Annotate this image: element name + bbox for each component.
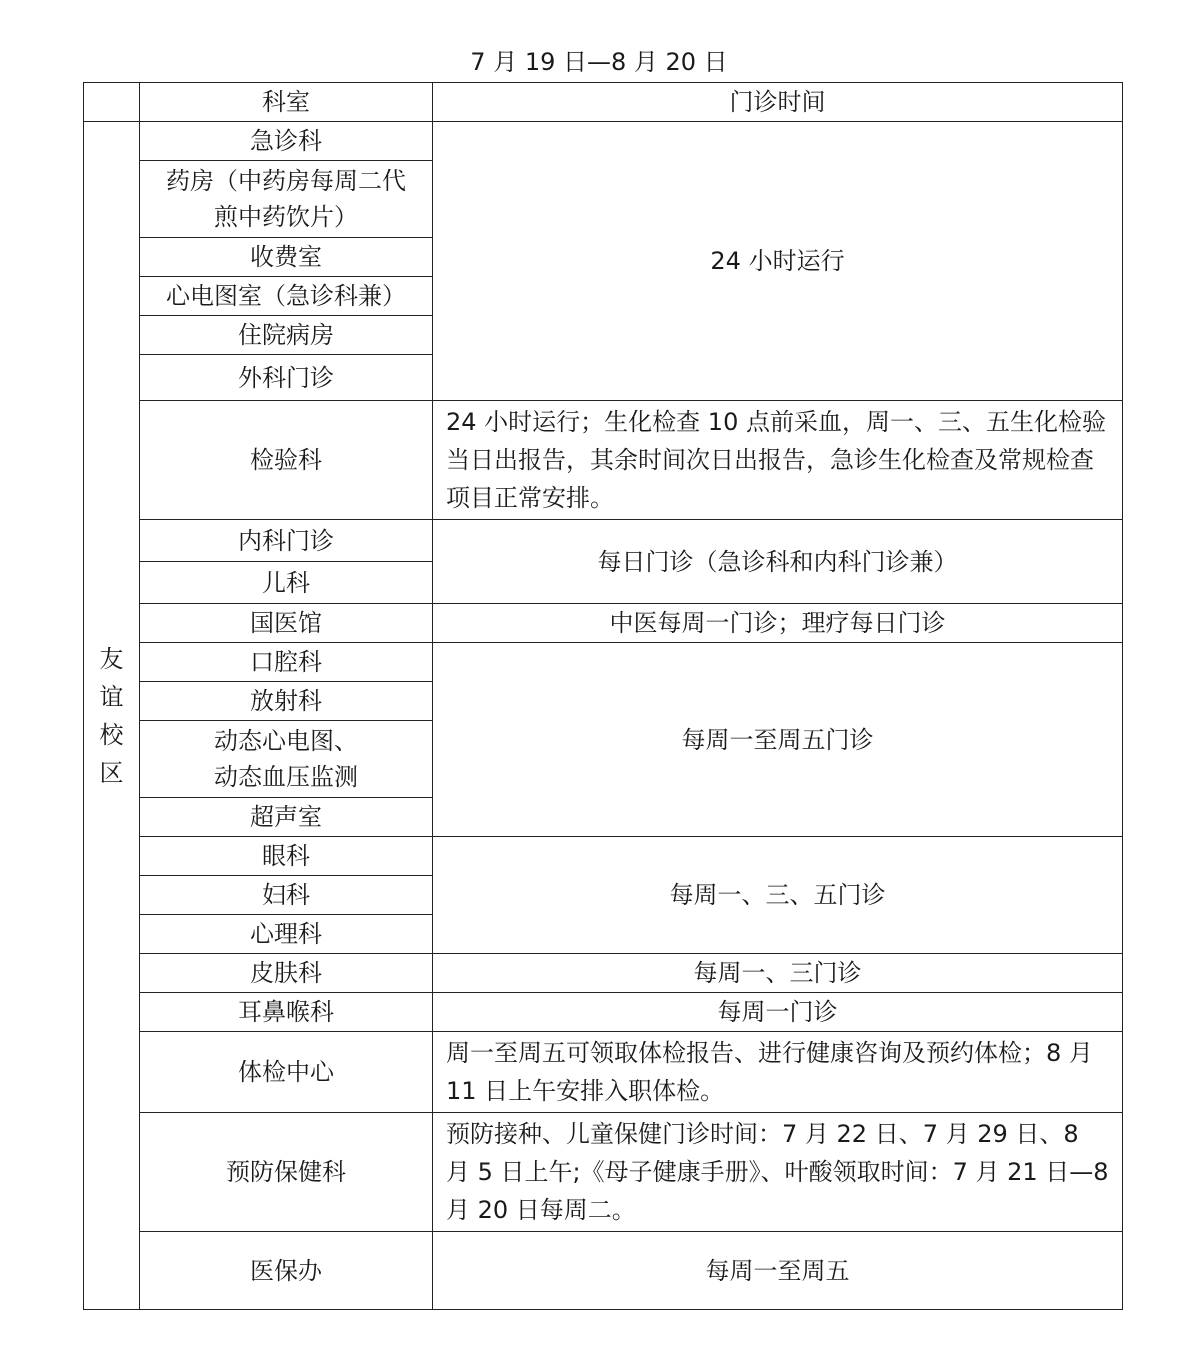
dept-cell: 外科门诊	[140, 355, 433, 401]
dept-cell: 儿科	[140, 562, 433, 604]
header-row	[84, 83, 1123, 122]
table-row	[84, 520, 1123, 562]
dept-cell: 超声室	[140, 798, 433, 837]
time-cell: 每周一、三、五门诊	[433, 837, 1123, 954]
dept-cell: 妇科	[140, 876, 433, 915]
dept-cell	[140, 721, 433, 798]
table-row	[84, 837, 1123, 876]
table-row	[84, 1032, 1123, 1113]
header-blank	[84, 83, 140, 122]
campus-cell	[84, 122, 140, 1310]
table-row	[84, 122, 1123, 161]
table-row	[84, 401, 1123, 520]
table-row	[84, 954, 1123, 993]
dept-cell: 口腔科	[140, 643, 433, 682]
dept-line: 煎中药饮片）	[214, 203, 358, 231]
dept-cell: 眼科	[140, 837, 433, 876]
time-cell: 中医每周一门诊；理疗每日门诊	[433, 604, 1123, 643]
dept-cell: 心电图室（急诊科兼）	[140, 277, 433, 316]
dept-cell: 预防保健科	[140, 1113, 433, 1232]
time-cell: 24 小时运行；生化检查 10 点前采血，周一、三、五生化检验当日出报告，其余时间次日出报告，急诊生化检查及常规检查项目正常安排。	[433, 401, 1123, 520]
time-cell: 每日门诊（急诊科和内科门诊兼）	[433, 520, 1123, 604]
dept-cell: 心理科	[140, 915, 433, 954]
time-cell: 每周一、三门诊	[433, 954, 1123, 993]
campus-char: 友	[99, 644, 124, 673]
table-row	[84, 1232, 1123, 1310]
dept-cell: 医保办	[140, 1232, 433, 1310]
clinic-schedule-table	[83, 82, 1123, 1310]
time-cell: 24 小时运行	[433, 122, 1123, 401]
dept-cell: 住院病房	[140, 316, 433, 355]
header-time: 门诊时间	[433, 83, 1123, 122]
time-cell: 每周一至周五	[433, 1232, 1123, 1310]
dept-cell: 耳鼻喉科	[140, 993, 433, 1032]
time-cell: 每周一门诊	[433, 993, 1123, 1032]
dept-cell: 国医馆	[140, 604, 433, 643]
page-title: 7 月 19 日—8 月 20 日	[470, 48, 728, 76]
dept-cell: 急诊科	[140, 122, 433, 161]
dept-cell: 体检中心	[140, 1032, 433, 1113]
dept-cell: 检验科	[140, 401, 433, 520]
dept-line: 动态血压监测	[214, 763, 358, 791]
dept-cell: 收费室	[140, 238, 433, 277]
header-dept: 科室	[140, 83, 433, 122]
dept-cell: 皮肤科	[140, 954, 433, 993]
table-row	[84, 993, 1123, 1032]
table-row	[84, 643, 1123, 682]
table-row	[84, 604, 1123, 643]
dept-cell: 放射科	[140, 682, 433, 721]
campus-char: 校	[99, 720, 124, 749]
dept-cell: 内科门诊	[140, 520, 433, 562]
dept-line: 药房（中药房每周二代	[166, 167, 406, 195]
campus-char: 谊	[99, 682, 124, 711]
dept-cell	[140, 161, 433, 238]
campus-char: 区	[99, 758, 124, 787]
table-row	[84, 1113, 1123, 1232]
time-cell: 预防接种、儿童保健门诊时间：7 月 22 日、7 月 29 日、8 月 5 日上午;《母子健康手册》、叶酸领取时间：7 月 21 日—8 月 20 日每周二。	[433, 1113, 1123, 1232]
time-cell: 周一至周五可领取体检报告、进行健康咨询及预约体检；8 月 11 日上午安排入职体检。	[433, 1032, 1123, 1113]
time-cell: 每周一至周五门诊	[433, 643, 1123, 837]
dept-line: 动态心电图、	[214, 727, 358, 755]
